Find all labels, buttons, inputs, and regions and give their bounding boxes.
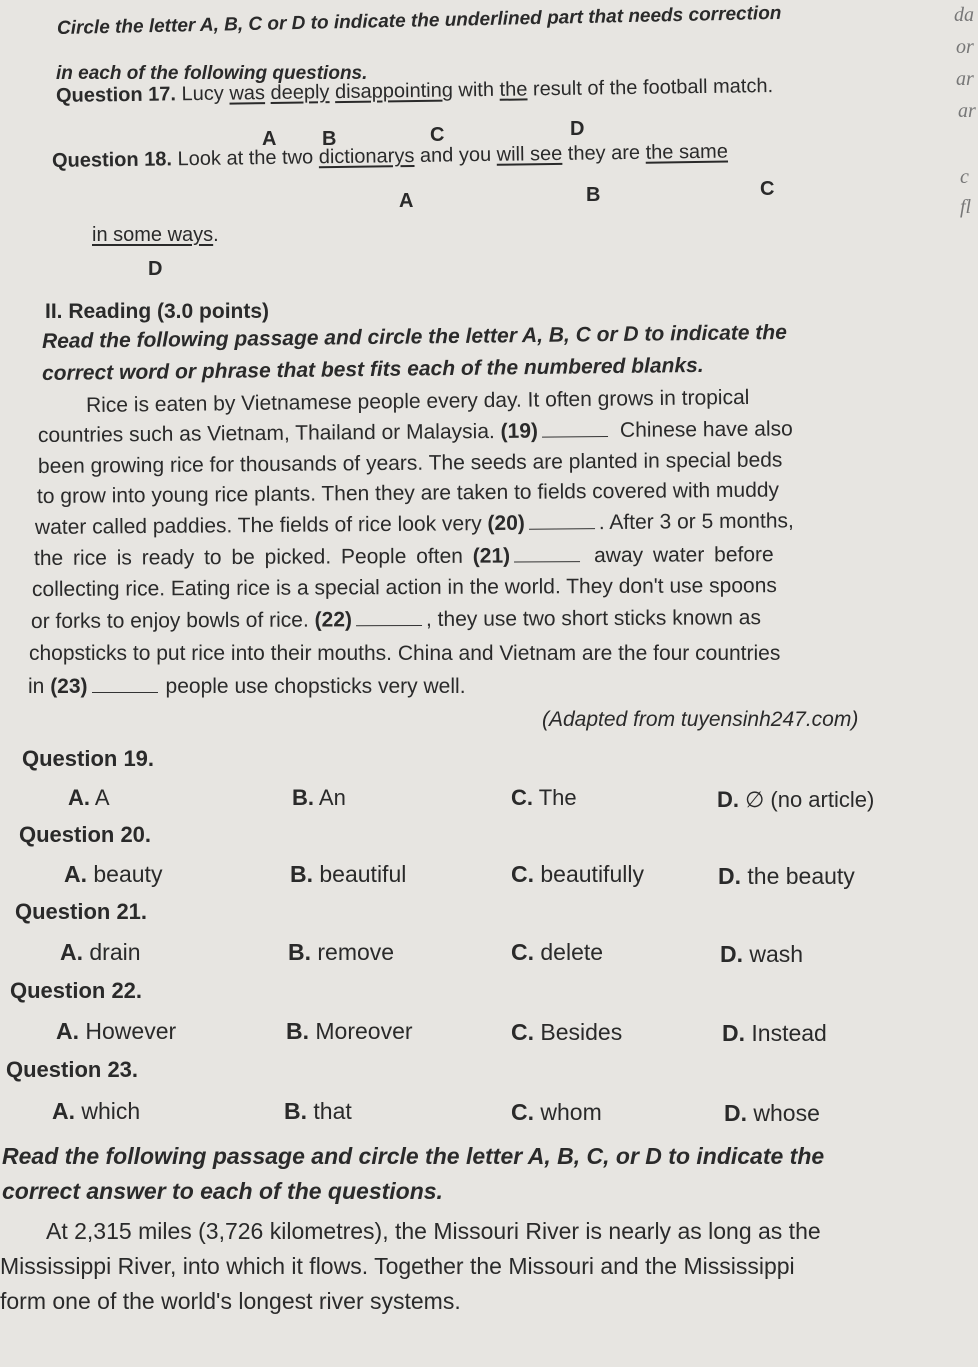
answer-letter: C	[430, 124, 445, 146]
passage-line: countries such as Vietnam, Thailand or Malaysia. (19) Chinese have also	[37, 417, 793, 447]
source-credit: (Adapted from tuyensinh247.com)	[542, 708, 859, 731]
question-label: Question 20.	[19, 822, 152, 847]
reading-instruction-2: correct word or phrase that best fits each of the numbered blanks.	[41, 353, 704, 385]
option-a: A. beauty	[64, 861, 163, 887]
answer-blank	[92, 691, 158, 693]
answer-letter: D	[570, 118, 585, 140]
edge-fragment: da	[954, 4, 974, 26]
answer-letter: B	[322, 128, 337, 150]
option-a: A. However	[56, 1018, 177, 1044]
passage-line: Mississippi River, into which it flows. Together the Missouri and the Mississippi	[0, 1253, 795, 1279]
blank-number: (19)	[500, 419, 539, 443]
option-c: C. beautifully	[511, 861, 644, 887]
answer-letter: B	[586, 184, 601, 206]
passage-line: or forks to enjoy bowls of rice. (22) , they use two short sticks known as	[30, 606, 762, 633]
edge-fragment: ar	[958, 100, 976, 122]
edge-fragment: c	[960, 166, 969, 188]
option-c: C. The	[511, 785, 577, 810]
passage-line: been growing rice for thousands of years. The seeds are planted in special beds	[37, 448, 783, 478]
blank-number: (20)	[487, 511, 525, 536]
option-d: D. wash	[720, 941, 804, 967]
option-d: D. Instead	[722, 1020, 827, 1046]
option-a: A. which	[52, 1098, 141, 1124]
passage-line: in (23) people use chopsticks very well.	[28, 675, 466, 698]
answer-letter: D	[148, 258, 163, 280]
instruction-line-2: in each of the following questions.	[56, 63, 368, 84]
option-a: A. drain	[60, 939, 141, 965]
answer-letter: A	[262, 128, 277, 150]
answer-blank	[542, 435, 608, 438]
option-b: B. remove	[288, 939, 395, 965]
instruction-line-1: Circle the letter A, B, C or D to indicate the underlined part that needs correction	[56, 2, 782, 39]
section-heading: II. Reading (3.0 points)	[45, 300, 270, 323]
option-b: B. that	[284, 1098, 352, 1124]
option-c: C. delete	[511, 939, 604, 965]
blank-number: (23)	[50, 675, 88, 698]
passage-line: water called paddies. The fields of rice look very (20) . After 3 or 5 months,	[34, 509, 794, 539]
question-label: Question 22.	[10, 978, 143, 1003]
answer-blank	[529, 527, 595, 530]
answer-blank	[514, 560, 580, 562]
passage-line: the rice is ready to be picked. People often (21) away water before	[33, 543, 774, 570]
blank-number: (21)	[472, 544, 511, 568]
edge-fragment: or	[956, 36, 974, 58]
option-b: B. beautiful	[290, 861, 407, 887]
answer-letter: C	[760, 178, 775, 200]
question-label: Question 19.	[22, 746, 155, 771]
passage-line: to grow into young rice plants. Then they are taken to fields covered with muddy	[36, 478, 780, 508]
passage-instruction-2: correct answer to each of the questions.	[2, 1178, 443, 1204]
option-c: C. Besides	[511, 1019, 623, 1045]
question-label: Question 18.	[51, 148, 173, 172]
blank-number: (22)	[314, 608, 353, 632]
answer-letter: A	[399, 190, 414, 212]
question-label: Question 17.	[55, 83, 177, 107]
question-18-continued: in some ways.	[92, 224, 219, 246]
passage-line: At 2,315 miles (3,726 kilometres), the Missouri River is nearly as long as the	[46, 1218, 821, 1244]
passage-line: chopsticks to put rice into their mouths. China and Vietnam are the four countries	[29, 642, 781, 665]
option-b: B. Moreover	[286, 1018, 413, 1044]
answer-blank	[356, 624, 422, 626]
edge-fragment: fl	[960, 196, 972, 218]
question-label: Question 23.	[6, 1057, 139, 1082]
option-c: C. whom	[511, 1099, 602, 1125]
edge-fragment: ar	[956, 68, 974, 90]
option-a: A. A	[68, 785, 110, 810]
passage-line: collecting rice. Eating rice is a special action in the world. They don't use spoons	[31, 574, 777, 601]
option-d: D. the beauty	[718, 863, 855, 889]
passage-line: Rice is eaten by Vietnamese people every day. It often grows in tropical	[85, 385, 750, 417]
reading-instruction-1: Read the following passage and circle the letter A, B, C or D to indicate the	[41, 320, 787, 353]
passage-instruction-1: Read the following passage and circle the letter A, B, C, or D to indicate the	[2, 1143, 825, 1169]
option-d: D. whose	[724, 1100, 820, 1126]
option-d: D. ∅ (no article)	[717, 787, 875, 812]
option-b: B. An	[292, 785, 346, 810]
question-17: Question 17. Lucy was deeply disappointing with the result of the football match.	[55, 74, 774, 107]
passage-line: form one of the world's longest river systems.	[0, 1288, 461, 1314]
question-18: Question 18. Look at the two dictionarys and you will see they are the same	[51, 140, 729, 172]
question-label: Question 21.	[15, 899, 148, 924]
